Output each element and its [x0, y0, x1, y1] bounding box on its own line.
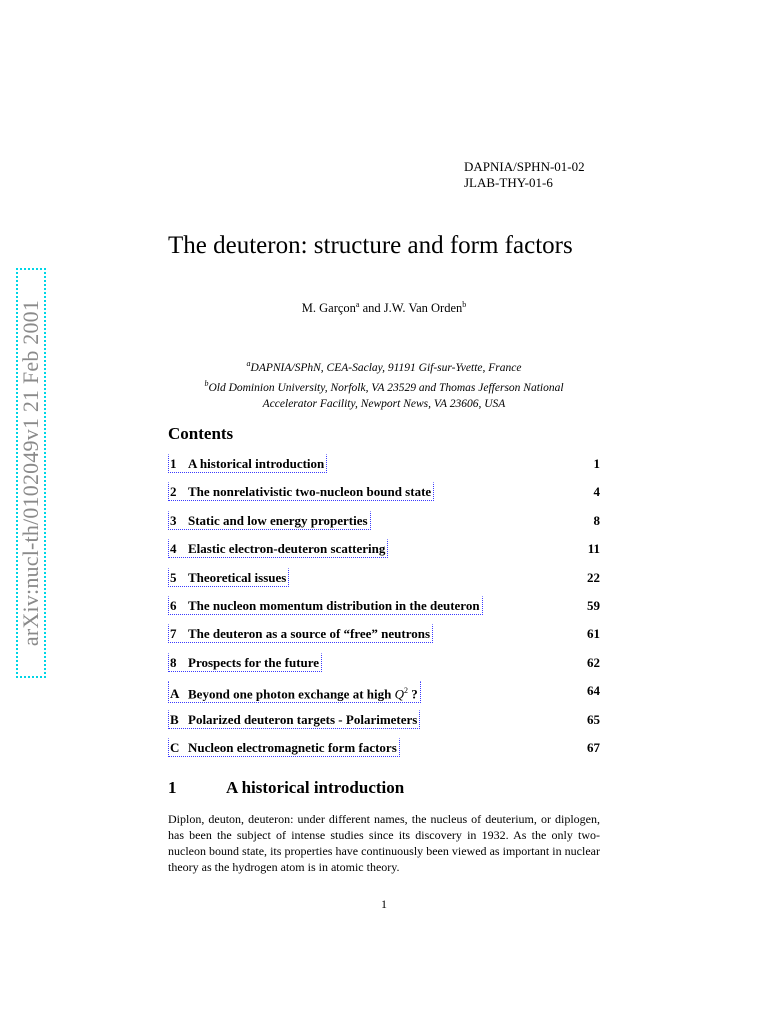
- affiliation-a: [168, 356, 600, 376]
- toc-page: 62: [587, 654, 600, 670]
- toc-entry: [168, 710, 600, 738]
- toc-title: The nonrelativistic two-nucleon bound state: [188, 484, 432, 500]
- toc-page: 8: [593, 512, 600, 528]
- toc-link-5[interactable]: [168, 568, 289, 587]
- toc-entry: [168, 681, 600, 709]
- toc-number: A: [170, 686, 180, 702]
- toc-link-a[interactable]: [168, 681, 421, 703]
- toc-title: Static and low energy properties: [188, 512, 368, 528]
- toc-page: 64: [587, 683, 600, 699]
- toc-page: 1: [593, 456, 600, 471]
- toc-number: C: [170, 739, 180, 755]
- toc-number: 4: [170, 541, 177, 557]
- toc-math-q: Q: [394, 686, 404, 702]
- contents-heading: Contents: [168, 424, 234, 443]
- toc-number: 6: [170, 597, 177, 613]
- toc-link-4[interactable]: [168, 539, 388, 558]
- toc-page: 61: [587, 626, 600, 642]
- toc-link-7[interactable]: [168, 624, 433, 643]
- author-1: M. Garçon: [301, 301, 356, 316]
- affiliation-a-text: DAPNIA/SPhN, CEA-Saclay, 91191 Gif-sur-Yvette, France: [250, 361, 522, 374]
- toc-number: 3: [170, 512, 177, 528]
- toc-entry: [168, 596, 600, 624]
- table-of-contents: [168, 454, 600, 766]
- toc-title: The nucleon momentum distribution in the deuteron: [188, 597, 480, 613]
- toc-link-1[interactable]: [168, 454, 327, 473]
- paper-title: The deuteron: structure and form factors: [168, 232, 573, 259]
- toc-number: 1: [170, 456, 177, 471]
- author-2: J.W. Van Orden: [383, 301, 463, 316]
- toc-link-b[interactable]: [168, 710, 420, 729]
- section-title: A historical introduction: [226, 778, 405, 797]
- toc-number: 8: [170, 654, 177, 670]
- toc-title: Nucleon electromagnetic form factors: [188, 739, 397, 755]
- toc-link-8[interactable]: [168, 653, 322, 672]
- toc-title: Theoretical issues: [188, 569, 287, 585]
- arxiv-stamp[interactable]: [16, 268, 46, 678]
- toc-entry: [168, 624, 600, 652]
- section-number: 1: [168, 778, 177, 797]
- toc-entry: [168, 568, 600, 596]
- body-text: Diplon, deuton, deuteron: under different names, the nucleus of deuterium, or diplogen, has been the subject of intense studies since its discovery in 1932. As the only two-nucleon bound state, its properties have continuously been viewed as important in nuclear theory as the hydrogen atom is in atomic theory.: [168, 812, 600, 874]
- toc-link-3[interactable]: [168, 511, 371, 530]
- toc-page: 22: [587, 569, 600, 585]
- author-joiner: and: [359, 301, 384, 316]
- toc-page: 59: [587, 597, 600, 613]
- toc-entry: [168, 653, 600, 681]
- affiliation-b: [168, 376, 600, 396]
- toc-title: Elastic electron-deuteron scattering: [188, 541, 386, 557]
- toc-entry: [168, 738, 600, 766]
- toc-entry: [168, 454, 600, 482]
- report-number-1: DAPNIA/SPHN-01-02: [464, 159, 585, 174]
- toc-title: A historical introduction: [188, 456, 325, 471]
- affiliations: [168, 356, 600, 412]
- toc-link-c[interactable]: [168, 738, 400, 757]
- toc-page: 4: [593, 484, 600, 500]
- toc-title-tail: ?: [407, 686, 418, 702]
- toc-entry: [168, 511, 600, 539]
- toc-page: 67: [587, 739, 600, 755]
- toc-link-6[interactable]: [168, 596, 483, 615]
- affiliation-b-cont: Accelerator Facility, Newport News, VA 23606, USA: [262, 397, 506, 410]
- author-2-affil-mark: b: [462, 300, 467, 309]
- toc-math-exponent: 2: [403, 686, 408, 696]
- affiliation-b-text-line1: Old Dominion University, Norfolk, VA 23529 and Thomas Jefferson National: [208, 381, 564, 394]
- toc-number: B: [170, 711, 179, 727]
- toc-title: Prospects for the future: [188, 654, 320, 670]
- toc-number: 7: [170, 626, 177, 642]
- author-1-affil-mark: a: [355, 300, 360, 309]
- toc-title: Beyond one photon exchange at high: [188, 686, 392, 702]
- toc-page: 65: [587, 711, 600, 727]
- toc-number: 5: [170, 569, 177, 585]
- affiliation-b-mark: b: [204, 378, 209, 388]
- affiliation-a-mark: a: [246, 359, 251, 368]
- page-number: 1: [381, 897, 387, 911]
- arxiv-identifier: arXiv:nucl-th/0102049v1 21 Feb 2001: [18, 299, 43, 647]
- report-number-2: JLAB-THY-01-6: [464, 175, 553, 190]
- toc-page: 11: [587, 541, 600, 557]
- author-line: [168, 300, 600, 316]
- section-heading: [168, 778, 404, 798]
- toc-number: 2: [170, 484, 177, 500]
- toc-entry: [168, 482, 600, 510]
- toc-link-2[interactable]: [168, 482, 434, 501]
- toc-title: The deuteron as a source of “free” neutrons: [188, 626, 431, 642]
- toc-entry: [168, 539, 600, 567]
- toc-title: Polarized deuteron targets - Polarimeters: [188, 711, 418, 727]
- intro-paragraph: [168, 811, 600, 875]
